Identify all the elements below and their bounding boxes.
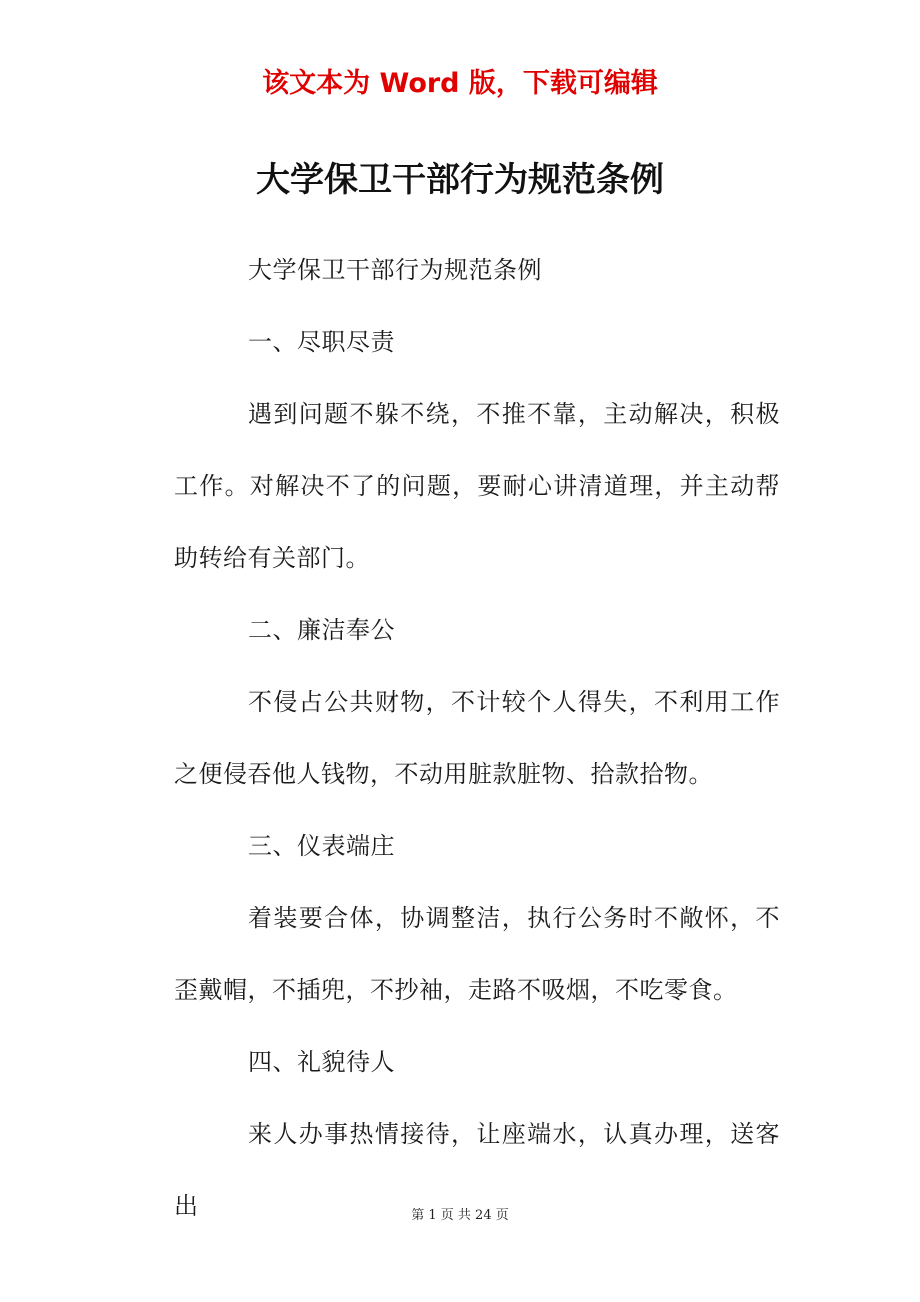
body-heading: 大学保卫干部行为规范条例 <box>248 256 542 284</box>
section-paragraph-3: 着装要合体，协调整洁，执行公务时不敞怀，不歪戴帽，不插兜，不抄袖，走路不吸烟，不吃零食。 <box>174 904 780 1004</box>
document-body <box>174 234 780 1242</box>
section-heading-2: 二、廉洁奉公 <box>248 616 395 644</box>
section-heading-1: 一、尽职尽责 <box>248 328 395 356</box>
section-heading-4: 四、礼貌待人 <box>248 1048 395 1076</box>
document-title: 大学保卫干部行为规范条例 <box>256 160 664 200</box>
download-banner: 该文本为 Word 版，下载可编辑 <box>262 68 658 99</box>
section-paragraph-4: 来人办事热情接待，让座端水，认真办理，送客出 <box>174 1120 780 1220</box>
section-paragraph-2: 不侵占公共财物，不计较个人得失，不利用工作之便侵吞他人钱物，不动用脏款脏物、拾款拾物。 <box>174 688 780 788</box>
section-heading-3: 三、仪表端庄 <box>248 832 395 860</box>
page-footer: 第 1 页 共 24 页 <box>411 1208 509 1223</box>
section-paragraph-1: 遇到问题不躲不绕，不推不靠，主动解决，积极工作。对解决不了的问题，要耐心讲清道理，并主动帮助转给有关部门。 <box>174 400 780 572</box>
